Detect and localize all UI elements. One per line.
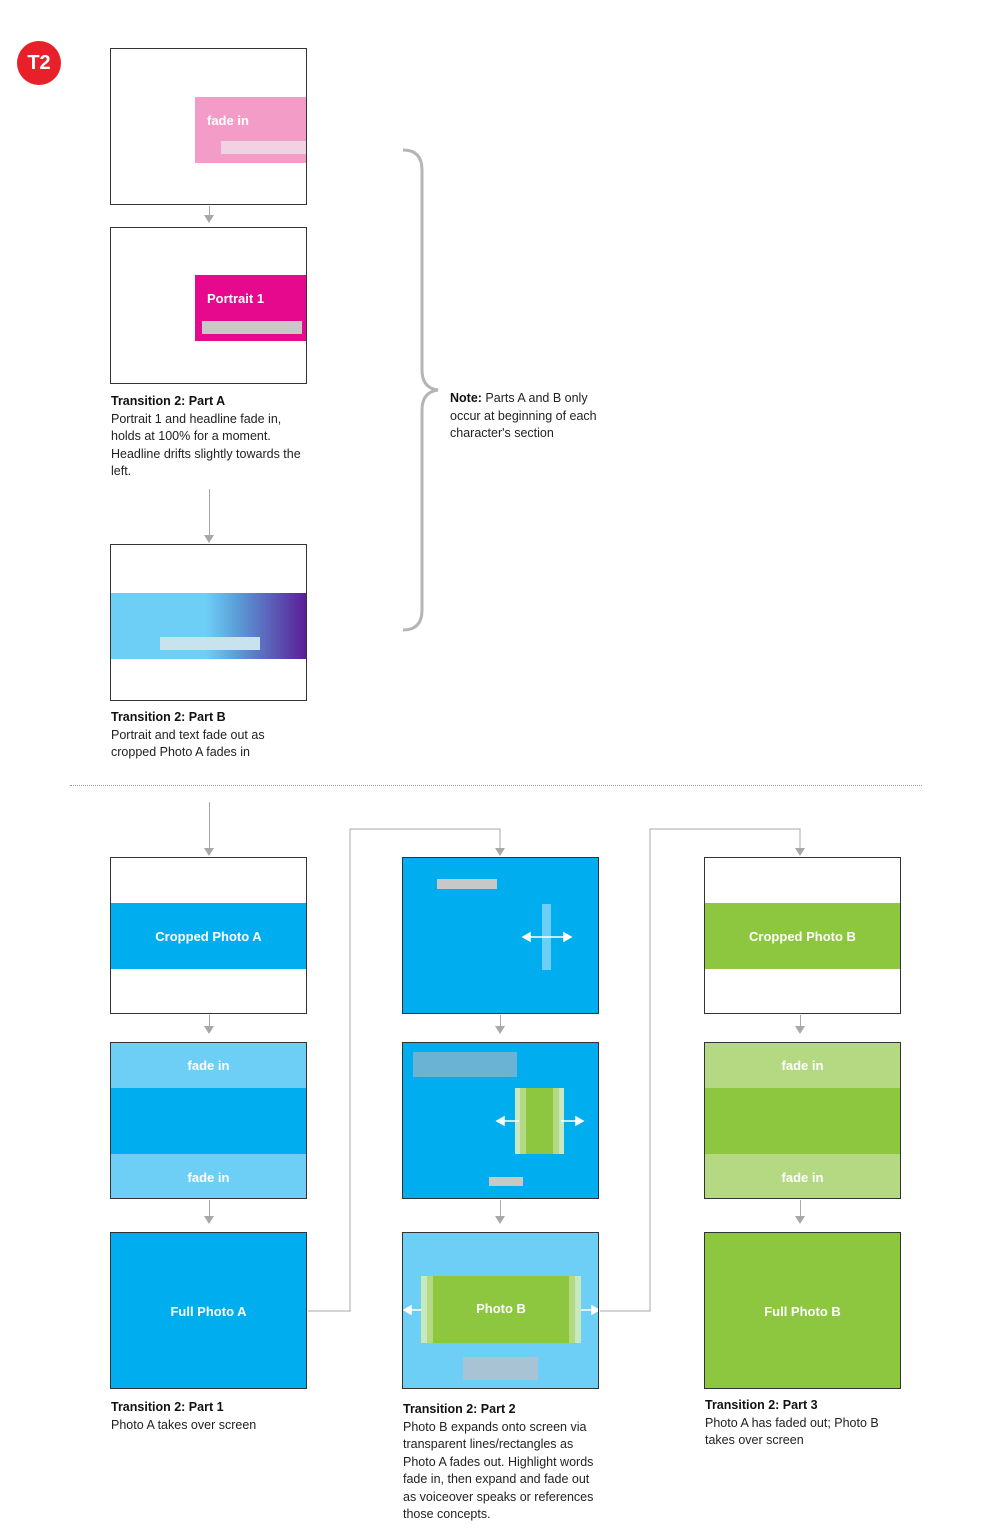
part-b-caption — [111, 709, 311, 762]
expand-arrows-icon — [403, 1233, 599, 1389]
fade-in-bottom-label: fade in — [781, 1169, 824, 1185]
cropped-photo-a-label: Cropped Photo A — [155, 928, 262, 944]
part-a-frame-1 — [110, 48, 307, 205]
note-label: Note: — [450, 391, 482, 405]
part-a-frame-2 — [110, 227, 307, 384]
part-3-frame-1 — [704, 857, 901, 1014]
badge-label: T2 — [27, 51, 51, 74]
fade-in-top-band — [705, 1043, 900, 1088]
full-photo-a-label: Full Photo A — [170, 1304, 247, 1319]
part-2-title: Transition 2: Part 2 — [403, 1402, 516, 1416]
part-b-title: Transition 2: Part B — [111, 710, 226, 724]
cropped-photo-b-label: Cropped Photo B — [749, 928, 856, 944]
headline-bar — [221, 141, 307, 154]
part-b-text: Portrait and text fade out as cropped Photo A fades in — [111, 727, 265, 759]
part-a-text: Portrait 1 and headline fade in, holds at 100% for a moment. Headline drifts slightly towards the left. — [111, 411, 301, 478]
expand-arrows-icon — [403, 858, 599, 1014]
part-2-caption — [403, 1401, 603, 1524]
part-2-frame-3 — [402, 1232, 599, 1389]
fade-in-bottom-band — [111, 1154, 306, 1199]
expand-arrows-icon — [403, 1043, 599, 1199]
photo-b-label: Photo B — [476, 1301, 526, 1316]
part-1-text: Photo A takes over screen — [111, 1417, 257, 1432]
note — [450, 390, 610, 443]
note-text: Parts A and B only occur at beginning of each character's section — [450, 391, 597, 440]
part-3-caption — [705, 1397, 905, 1450]
part-b-frame — [110, 544, 307, 701]
fade-in-top-label: fade in — [187, 1058, 230, 1073]
fade-in-top-label: fade in — [781, 1058, 824, 1073]
part-2-frame-2 — [402, 1042, 599, 1199]
part-1-frame-1 — [110, 857, 307, 1014]
fade-in-bottom-label: fade in — [187, 1169, 230, 1185]
headline-bar — [160, 637, 260, 650]
part-a-caption — [111, 393, 311, 481]
part-2-text: Photo B expands onto screen via transparent lines/rectangles as Photo A fades out. Highlight words fade in, then expand and fade out as voiceover speaks or references those concepts. — [403, 1419, 594, 1521]
cropped-photo-a-band — [111, 903, 306, 969]
fade-in-label: fade in — [207, 113, 249, 128]
part-a-title: Transition 2: Part A — [111, 394, 226, 408]
t2-badge — [17, 41, 61, 85]
part-1-frame-2 — [110, 1042, 307, 1199]
part-3-frame-3 — [704, 1232, 901, 1389]
full-photo-a-band — [111, 1233, 306, 1389]
part-3-text: Photo A has faded out; Photo B takes over screen — [705, 1415, 879, 1447]
part-3-title: Transition 2: Part 3 — [705, 1398, 818, 1412]
part-1-frame-3 — [110, 1232, 307, 1389]
part-1-title: Transition 2: Part 1 — [111, 1400, 224, 1414]
part-3-frame-2 — [704, 1042, 901, 1199]
fade-in-bottom-band — [705, 1154, 900, 1199]
part-2-frame-1 — [402, 857, 599, 1014]
cropped-photo-b-band — [705, 903, 900, 969]
headline-bar — [202, 321, 302, 334]
section-divider — [70, 785, 922, 786]
portrait-1-label: Portrait 1 — [207, 291, 265, 306]
fade-in-top-band — [111, 1043, 306, 1088]
part-1-caption — [111, 1399, 311, 1434]
full-photo-b-band — [705, 1233, 900, 1389]
full-photo-b-label: Full Photo B — [764, 1304, 841, 1319]
